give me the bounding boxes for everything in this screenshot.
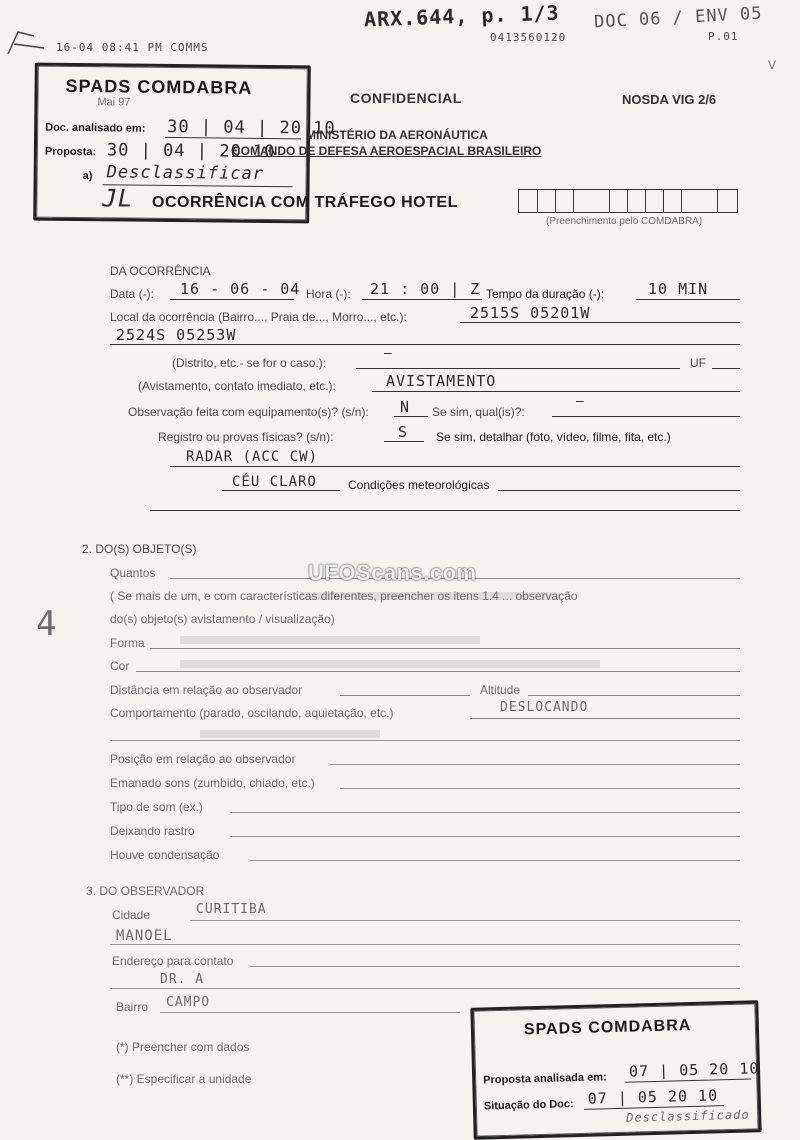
uf-label: UF xyxy=(690,356,706,370)
classification-label: CONFIDENCIAL xyxy=(350,90,462,106)
hora-value: 21 : 00 | Z xyxy=(370,280,481,298)
duracao-label: Tempo da duração (-): xyxy=(486,287,605,301)
tipo-value: AVISTAMENTO xyxy=(386,372,497,390)
altitude-label: Altitude xyxy=(480,683,521,697)
section-1-heading: DA OCORRÊNCIA xyxy=(110,264,211,278)
stamp-top-proposta-value: 30 | 04 | 20 10 xyxy=(106,140,276,163)
equip-label: Observação feita com equipamento(s)? (s/n): xyxy=(128,405,369,419)
observador-bairro-value: CAMPO xyxy=(166,995,211,1010)
stamp-top-a-value: Desclassificar xyxy=(106,162,265,184)
nosda-reference: NOSDA VIG 2/6 xyxy=(622,92,717,107)
stamp-bottom-situacao-value: 07 | 05 20 10 xyxy=(587,1086,719,1108)
stamp-top-a-label: a) xyxy=(82,170,93,183)
stamp-bottom-situacao-label: Situação do Doc: xyxy=(483,1098,574,1113)
equip-value: N xyxy=(400,398,411,416)
stamp-top-analisado-value: 30 | 04 | 20 10 xyxy=(167,116,336,139)
tipo-label: (Avistamento, contato imediato, etc.): xyxy=(138,379,336,393)
stamp-bottom-title: SPADS COMDABRA xyxy=(523,1017,692,1039)
box-caption: (Preenchimento pelo COMDABRA) xyxy=(546,216,703,227)
objeto-row-posicao: Posição em relação ao observador xyxy=(110,752,296,766)
objeto-row-distancia: Distância em relação ao observador xyxy=(110,683,303,697)
meteo-label: Condições meteorológicas xyxy=(348,478,490,492)
ministry-line-1: MINISTÉRIO DA AERONÁUTICA xyxy=(306,128,488,142)
objeto-row-som: Emanado sons (zumbido, chiado, etc.) xyxy=(110,776,315,790)
objeto-row-tipo-som: Tipo de som (ex.) xyxy=(110,800,203,814)
analysis-stamp-bottom xyxy=(470,1000,761,1139)
section-3-heading: 3. DO OBSERVADOR xyxy=(86,884,205,898)
archive-reference: ARX.644, p. 1/3 xyxy=(363,0,560,32)
stamp-top-signature: JL xyxy=(102,184,134,213)
watermark: UFOScans.com xyxy=(308,560,477,585)
objeto-row-condensacao: Houve condensação xyxy=(110,848,220,862)
objeto-row-1: ( Se mais de um, e com características diferentes, preencher os itens 1.4 ... observação xyxy=(110,589,578,603)
stamp-bottom-handwriting: Desclassificado xyxy=(626,1107,750,1125)
duracao-value: 10 MIN xyxy=(648,280,709,298)
objeto-row-cor: Cor xyxy=(110,659,130,673)
provas-detail-value: RADAR (ACC CW) xyxy=(186,449,319,465)
fax-number: 0413560120 xyxy=(490,31,567,44)
observador-cidade-label: Cidade xyxy=(112,908,151,922)
stamp-top-analisado-label: Doc. analisado em: xyxy=(45,121,146,135)
document-reference: DOC 06 / ENV 05 xyxy=(593,3,763,33)
margin-mark: V xyxy=(768,58,777,72)
equip-qual-label: Se sim, qual(is)?: xyxy=(432,405,525,419)
form-title: OCORRÊNCIA COM TRÁFEGO HOTEL xyxy=(152,194,458,211)
fax-header-line: 16-04 08:41 PM COMMS xyxy=(56,41,209,54)
data-value: 16 - 06 - 04 xyxy=(180,280,301,298)
observador-endereco-label: Endereço para contato xyxy=(112,954,234,968)
ceu-value: CÉU CLARO xyxy=(232,474,317,490)
stamp-bottom-proposta-label: Proposta analisada em: xyxy=(483,1071,607,1087)
corner-scribble-icon xyxy=(4,26,52,60)
local-label: Local da ocorrência (Bairro..., Praia de..., Morro..., etc.): xyxy=(110,310,407,324)
objeto-row-0: Quantos xyxy=(110,566,156,580)
ministry-line-2: COMANDO DE DEFESA AEROESPACIAL BRASILEIRO xyxy=(232,144,542,158)
objeto-row-forma: Forma xyxy=(110,636,145,650)
observador-bairro-label: Bairro xyxy=(116,1000,149,1014)
stamp-top-date: Mai 97 xyxy=(97,96,131,109)
municipio-value: — xyxy=(384,346,393,361)
objeto-row-2: do(s) objeto(s) avistamento / visualização) xyxy=(110,612,335,626)
provas-value: S xyxy=(398,423,409,441)
provas-detail-label: Se sim, detalhar (foto, vídeo, filme, fita, etc.) xyxy=(436,430,671,444)
stamp-bottom-proposta-value: 07 | 05 20 10 xyxy=(628,1059,760,1081)
equip-qual-value: — xyxy=(576,394,585,409)
comportamento-value: DESLOCANDO xyxy=(500,700,589,715)
hora-label: Hora (-): xyxy=(306,287,351,301)
section-2-heading: 2. DO(S) OBJETO(S) xyxy=(82,542,197,556)
provas-label: Registro ou provas físicas? (s/n): xyxy=(158,430,334,444)
footer-note-1: (*) Preencher com dados xyxy=(116,1040,250,1054)
stamp-top-proposta-label: Proposta: xyxy=(44,145,97,159)
observador-nome-value: MANOEL xyxy=(116,928,173,944)
footer-note-2: (**) Especificar a unidade xyxy=(116,1072,252,1086)
comdabra-code-boxes xyxy=(518,189,738,213)
objeto-row-comportamento: Comportamento (parado, oscilando, aquietação, etc.) xyxy=(110,706,394,720)
municipio-label: (Distrito, etc.- se for o caso.): xyxy=(172,356,327,370)
margin-number-4: 4 xyxy=(36,604,57,644)
objeto-row-rastro: Deixando rastro xyxy=(110,824,195,838)
data-label: Data (-): xyxy=(110,287,155,301)
local-value: 2515S 05201W xyxy=(470,304,591,322)
stamp-top-title: SPADS COMDABRA xyxy=(65,75,253,98)
local-value-2: 2524S 05253W xyxy=(116,326,237,344)
observador-cidade-value: CURITIBA xyxy=(196,902,267,917)
fax-page: P.01 xyxy=(708,30,739,43)
observador-endereco-value: DR. A xyxy=(160,972,205,987)
